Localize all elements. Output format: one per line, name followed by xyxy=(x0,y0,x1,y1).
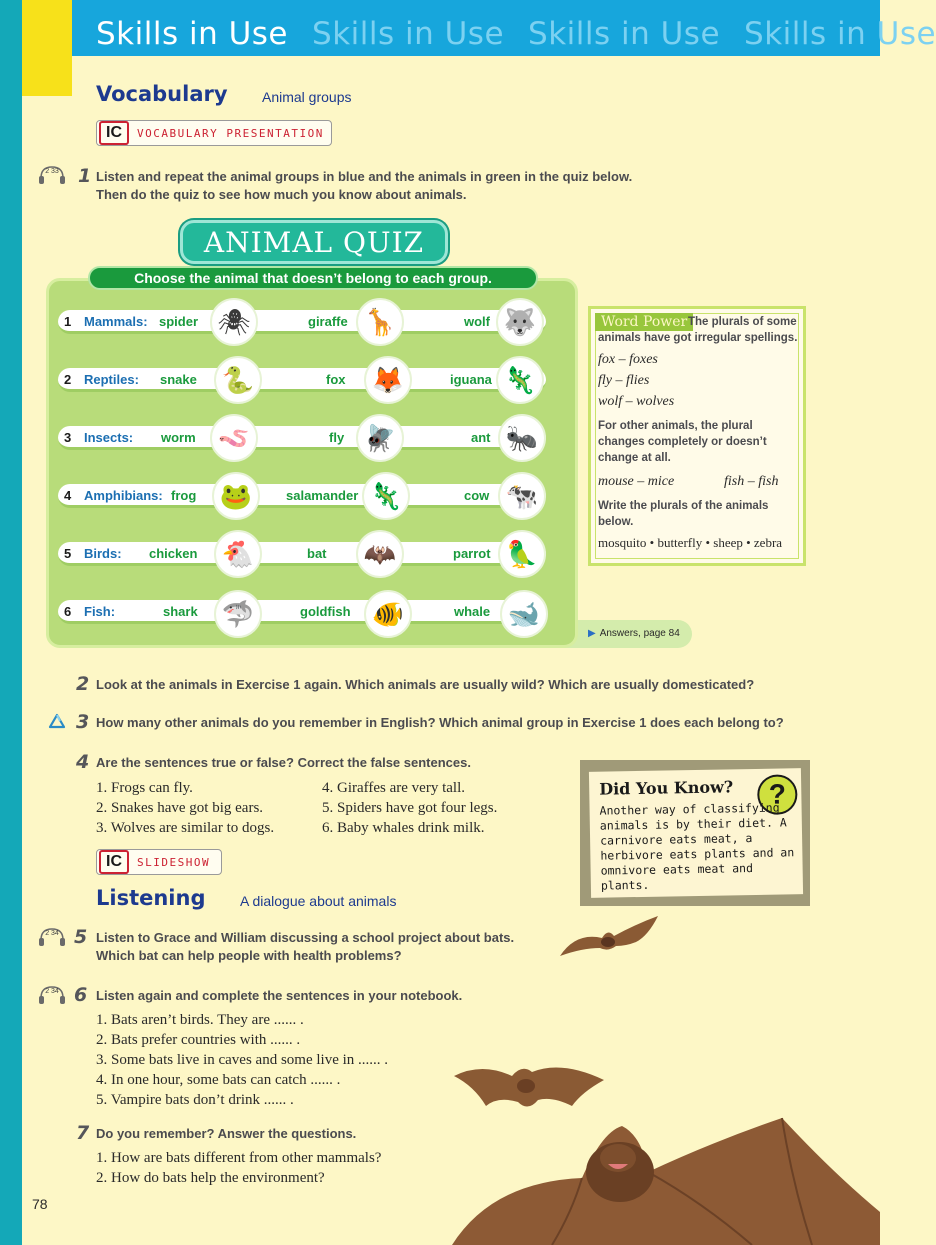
ant-photo: 🐜 xyxy=(498,414,546,462)
ic-label: VOCABULARY PRESENTATION xyxy=(137,126,324,140)
vocabulary-subtitle: Animal groups xyxy=(262,89,352,105)
iguana-photo: 🦎 xyxy=(496,356,544,404)
quiz-title: ANIMAL QUIZ xyxy=(180,220,448,264)
recycle-icon xyxy=(46,712,68,734)
worm-photo: 🪱 xyxy=(210,414,258,462)
word-power-intro: The plurals of some animals have got irregular spellings. xyxy=(598,316,798,344)
exercise-number: 3 xyxy=(76,711,90,733)
word-power-example: mouse – mice xyxy=(598,474,675,489)
exercise-number: 5 xyxy=(74,926,88,948)
quiz-row: 5 Birds: chicken bat parrot xyxy=(58,542,546,566)
chicken-photo: 🐔 xyxy=(214,530,262,578)
bat-photo xyxy=(556,912,662,962)
listening-title: Listening xyxy=(96,886,206,910)
page-number: 78 xyxy=(32,1196,48,1212)
word-power-example: wolf – wolves xyxy=(598,394,675,409)
word-power-note: For other animals, the plural changes completely or doesn’t change at all. xyxy=(598,420,767,464)
did-you-know-text: Another way of classifying animals is by their diet. A carnivore eats meat, a herbivore eats plants and an omnivore eats meat and plants. xyxy=(599,800,795,893)
bat-photo xyxy=(452,1112,880,1245)
corner-color-block xyxy=(22,0,72,96)
header-label-faded: Skills in Use xyxy=(528,16,721,52)
answers-link[interactable]: ▶ Answers, page 84 xyxy=(588,628,680,639)
word-power-tag: Word Power xyxy=(595,313,693,331)
quiz-row: 3 Insects: worm fly ant xyxy=(58,426,546,450)
word-power-words: mosquito • butterfly • sheep • zebra xyxy=(598,535,783,550)
header-label: Skills in Use xyxy=(96,16,289,52)
vocabulary-presentation-button[interactable] xyxy=(96,120,332,146)
quiz-row: 2 Reptiles: snake fox iguana xyxy=(58,368,546,392)
bat-photo xyxy=(452,1056,606,1118)
wolf-photo: 🐺 xyxy=(496,298,544,346)
shark-photo: 🦈 xyxy=(214,590,262,638)
did-you-know-box xyxy=(580,760,810,906)
cd-track-label: 2 33 xyxy=(45,168,59,175)
question-bubble-icon: ? xyxy=(757,774,798,815)
goldfish-photo: 🐠 xyxy=(364,590,412,638)
exercise-1-line-2: Then do the quiz to see how much you know about animals. xyxy=(96,187,467,202)
exercise-7-text: Do you remember? Answer the questions. xyxy=(96,1126,357,1141)
exercise-1-line-1: Listen and repeat the animal groups in blue and the animals in green in the quiz below. xyxy=(96,169,633,184)
ic-label: SLIDESHOW xyxy=(137,855,211,869)
fox-photo: 🦊 xyxy=(364,356,412,404)
header-label-faded: Skills in Use xyxy=(744,16,936,52)
completion-list: 1. Bats aren’t birds. They are ...... . 2. Bats prefer countries with ...... . 3. Some bats live in caves and some live in ...... . 4. In one hour, some bats can catch ...... . 5. Vampire bats don’t drink ...... . xyxy=(96,1012,389,1108)
left-color-strip xyxy=(0,0,22,1245)
ic-logo-icon: IC xyxy=(99,121,129,145)
vocabulary-title: Vocabulary xyxy=(96,82,228,106)
word-power-example: fox – foxes xyxy=(598,352,658,367)
exercise-6-text: Listen again and complete the sentences in your notebook. xyxy=(96,988,463,1003)
parrot-photo: 🦜 xyxy=(498,530,546,578)
quiz-row: 6 Fish: shark goldfish whale xyxy=(58,600,546,624)
exercise-2-text: Look at the animals in Exercise 1 again. Which animals are usually wild? Which are usually domesticated? xyxy=(96,677,755,692)
true-false-list-left: 1. Frogs can fly. 2. Snakes have got big ears. 3. Wolves are similar to dogs. xyxy=(96,780,275,836)
cow-photo: 🐄 xyxy=(498,472,546,520)
spider-photo: 🕷 xyxy=(210,298,258,346)
snake-photo: 🐍 xyxy=(214,356,262,404)
giraffe-photo: 🦒 xyxy=(356,298,404,346)
question-list: 1. How are bats different from other mammals? 2. How do bats help the environment? xyxy=(96,1150,382,1186)
exercise-number: 7 xyxy=(76,1122,90,1144)
quiz-row: 1 Mammals: spider giraffe wolf xyxy=(58,310,546,334)
exercise-number: 6 xyxy=(74,984,88,1006)
word-power-example: fly – flies xyxy=(598,373,650,388)
quiz-subtitle: Choose the animal that doesn’t belong to each group. xyxy=(88,266,538,290)
quiz-row: 4 Amphibians: frog salamander cow xyxy=(58,484,546,508)
word-power-example: fish – fish xyxy=(724,474,779,489)
true-false-list-right: 4. Giraffes are very tall. 5. Spiders have got four legs. 6. Baby whales drink milk. xyxy=(322,780,498,836)
salamander-photo: 🦎 xyxy=(362,472,410,520)
slideshow-button[interactable] xyxy=(96,849,222,875)
fly-photo: 🪰 xyxy=(356,414,404,462)
cd-track-label: 2 34 xyxy=(45,988,59,995)
ic-logo-icon: IC xyxy=(99,850,129,874)
bat-photo: 🦇 xyxy=(356,530,404,578)
cd-track-label: 2 34 xyxy=(45,930,59,937)
exercise-5-line-2: Which bat can help people with health problems? xyxy=(96,948,402,963)
exercise-number: 1 xyxy=(78,165,92,187)
did-you-know-title: Did You Know? xyxy=(599,777,734,799)
word-power-task: Write the plurals of the animals below. xyxy=(598,500,769,528)
exercise-number: 2 xyxy=(76,673,90,695)
whale-photo: 🐋 xyxy=(500,590,548,638)
exercise-number: 4 xyxy=(76,751,90,773)
exercise-4-text: Are the sentences true or false? Correct the false sentences. xyxy=(96,755,471,770)
header-band xyxy=(72,0,936,56)
header-label-faded: Skills in Use xyxy=(312,16,505,52)
exercise-5-line-1: Listen to Grace and William discussing a school project about bats. xyxy=(96,930,515,945)
listening-subtitle: A dialogue about animals xyxy=(240,893,397,909)
exercise-3-text: How many other animals do you remember in English? Which animal group in Exercise 1 does each belong to? xyxy=(96,715,784,730)
frog-photo: 🐸 xyxy=(212,472,260,520)
